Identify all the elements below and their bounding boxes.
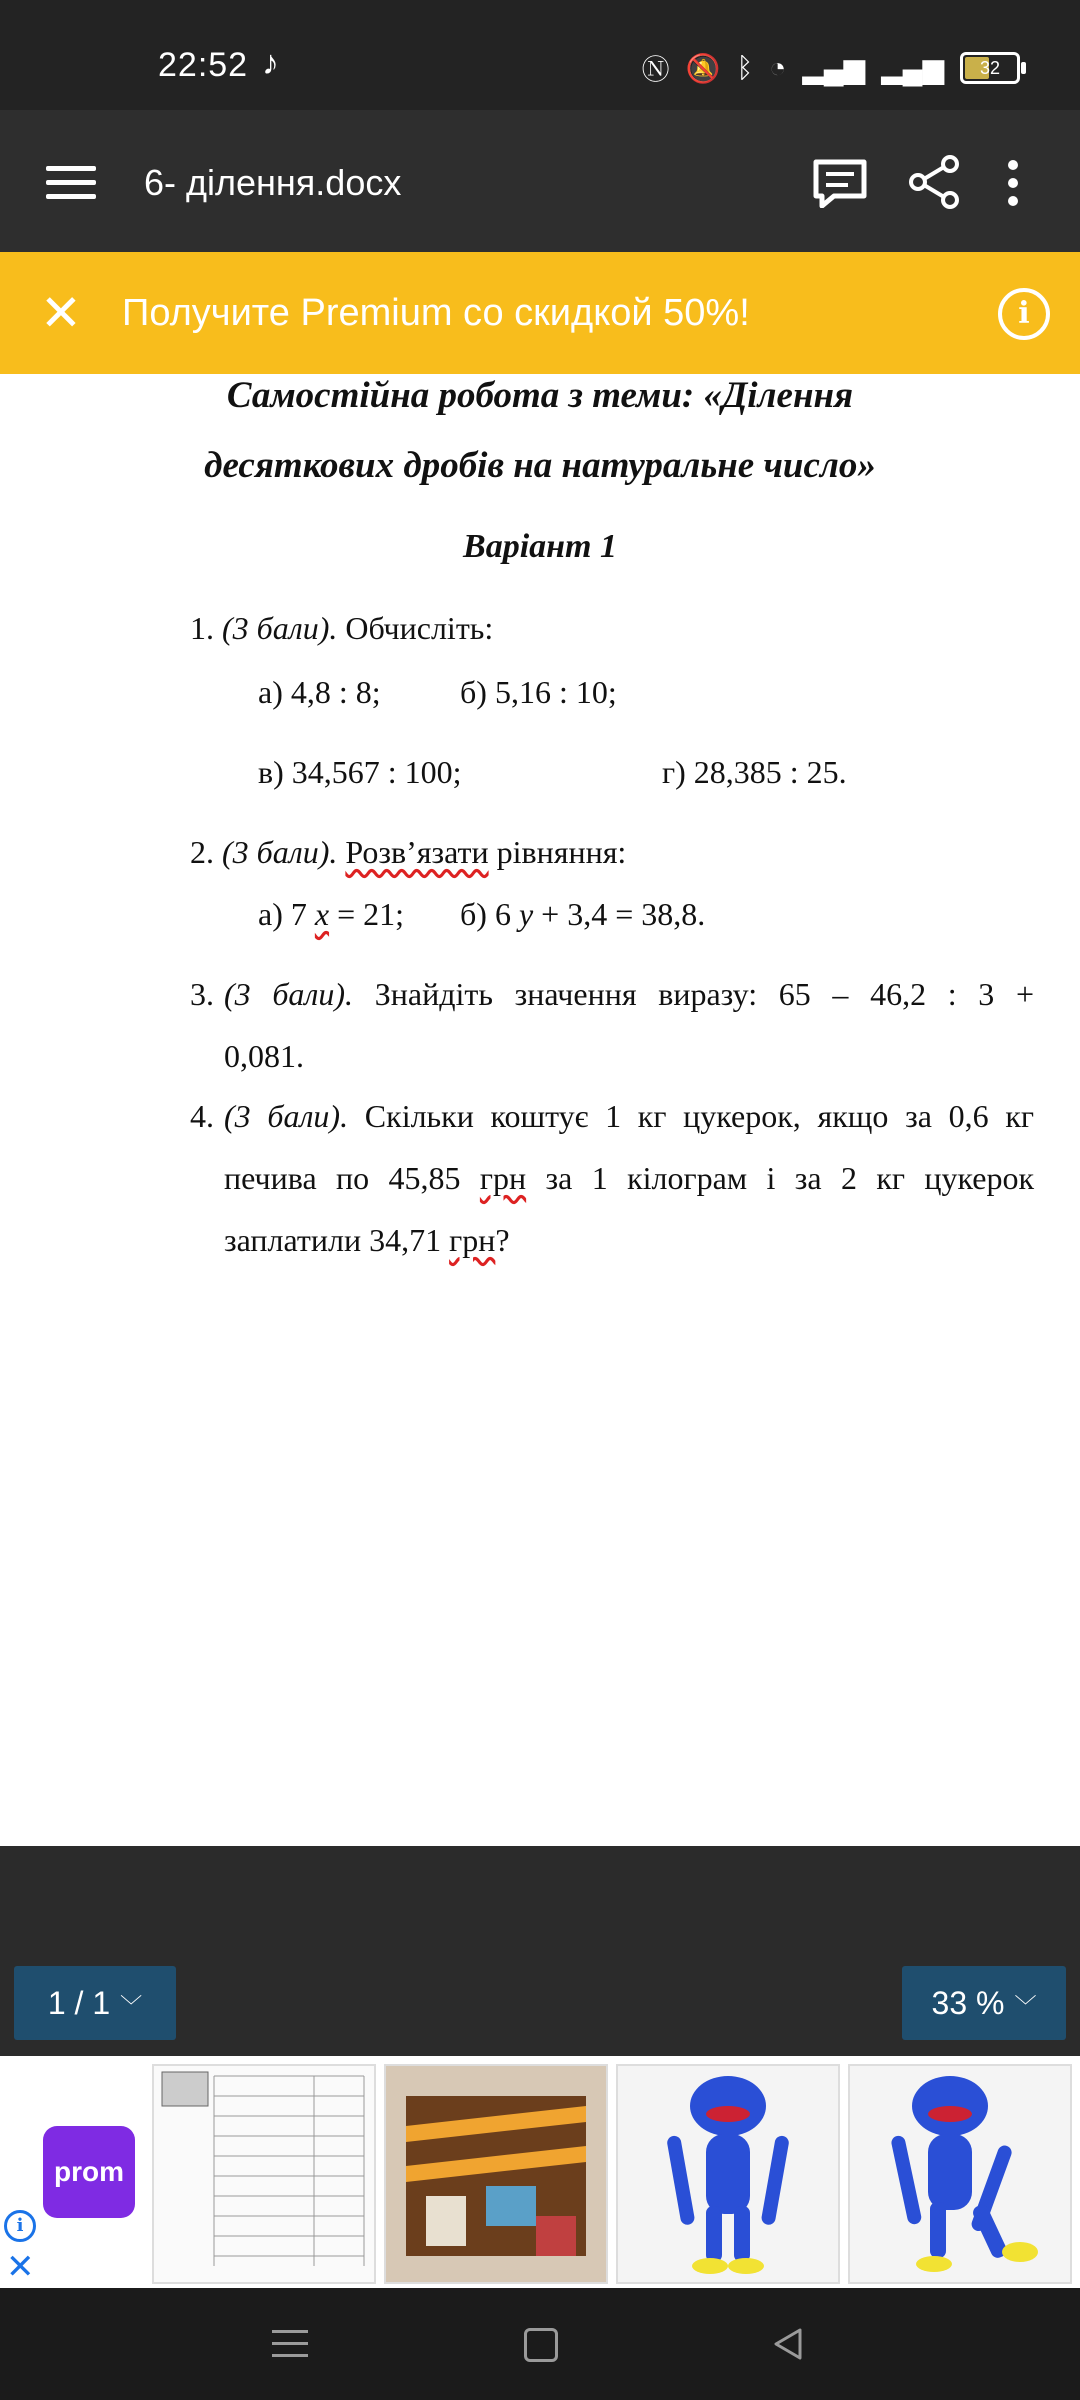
ad-product-image-toy-1[interactable]: [616, 2064, 840, 2284]
bluetooth-icon: ᛒ: [736, 52, 754, 83]
zoom-label: 33 %: [931, 1985, 1005, 2021]
page-indicator-label: 1 / 1: [47, 1985, 111, 2021]
task-2-item-a: [258, 896, 404, 933]
task-text: печива по 45,85: [224, 1160, 480, 1196]
spellcheck-word: грн: [479, 1160, 527, 1196]
task-points: (3 бали).: [222, 834, 338, 870]
equation-variable: x: [314, 896, 330, 932]
task-1-item-c: в) 34,567 : 100;: [258, 754, 462, 790]
comments-icon[interactable]: [812, 158, 868, 208]
task-2-item-b: [460, 896, 705, 933]
task-text: рівняння:: [488, 834, 627, 870]
ad-product-image-table[interactable]: [152, 2064, 376, 2284]
task-2-header: [190, 834, 626, 871]
document-title: 6- ділення.docx: [144, 162, 402, 203]
task-1-item-a: а) 4,8 : 8;: [258, 674, 381, 710]
task-3-line-2: 0,081.: [224, 1038, 304, 1074]
task-text: ?: [495, 1222, 510, 1258]
menu-icon[interactable]: [46, 166, 96, 200]
task-4-number: 4.: [190, 1098, 214, 1134]
zoom-button[interactable]: [902, 1966, 1066, 2040]
equation-part: = 21;: [329, 896, 404, 932]
home-icon[interactable]: [524, 2328, 558, 2362]
task-points: (3 бали).: [224, 976, 354, 1012]
back-icon[interactable]: [770, 2326, 806, 2362]
battery-icon: [960, 52, 1020, 84]
nfc-icon: Ⓝ: [641, 54, 670, 85]
system-navigation-bar: [0, 2288, 1080, 2400]
task-4-line-2: [224, 1160, 1034, 1197]
status-icons: [642, 48, 1020, 88]
task-4-line-3: [224, 1222, 510, 1259]
document-page[interactable]: [0, 374, 1080, 1846]
task-points: (3 бали).: [222, 610, 338, 646]
equation-part: + 3,4 = 38,8.: [533, 896, 706, 932]
ad-close-icon[interactable]: ✕: [6, 2248, 35, 2286]
document-title-line-2: десяткових дробів на натуральне число»: [204, 445, 876, 486]
share-icon[interactable]: [906, 154, 962, 210]
music-note-icon: ♪: [262, 44, 279, 82]
task-text: заплатили 34,71: [224, 1222, 450, 1258]
chevron-down-icon: ﹀: [120, 1994, 143, 2019]
signal-icon-1: ▂▄▆: [802, 52, 866, 84]
mute-icon: 🔕: [685, 52, 721, 84]
task-4-line-1: [224, 1098, 1034, 1135]
task-points: (3 бали).: [224, 1098, 349, 1134]
variant-heading: Варіант 1: [463, 528, 617, 565]
task-text: Знайдіть значення виразу: 65 – 46,2 : 3 +: [374, 976, 1035, 1012]
status-bar: [0, 0, 1080, 110]
close-icon[interactable]: ✕: [40, 285, 82, 341]
task-number: 2.: [190, 834, 214, 870]
task-number: 1.: [190, 610, 214, 646]
recent-apps-icon[interactable]: [272, 2330, 308, 2366]
status-time: 22:52: [158, 46, 249, 84]
wifi-icon: ◔: [769, 52, 787, 83]
spellcheck-word: грн: [449, 1222, 496, 1258]
task-text: Скільки коштує 1 кг цукерок, якщо за 0,6 кг: [364, 1098, 1035, 1134]
ad-product-image-box[interactable]: [384, 2064, 608, 2284]
ad-banner[interactable]: [0, 2056, 1080, 2288]
more-options-icon[interactable]: [1006, 160, 1020, 206]
ad-product-image-toy-2[interactable]: [848, 2064, 1072, 2284]
signal-icon-2: ▂▄▆: [881, 52, 944, 84]
equation-variable: y: [518, 896, 534, 932]
task-3-number: 3.: [190, 976, 214, 1012]
info-icon[interactable]: i: [998, 288, 1050, 340]
prom-logo[interactable]: prom: [43, 2126, 135, 2218]
premium-banner-text[interactable]: Получите Premium со скидкой 50%!: [122, 292, 750, 334]
battery-level: 32: [979, 58, 1001, 78]
task-3-line-1: [224, 976, 1034, 1013]
task-1-header: [190, 610, 493, 647]
task-text: Обчисліть:: [337, 610, 494, 646]
equation-part: б) 6: [460, 896, 519, 932]
task-text: за 1 кілограм і за 2 кг цукерок: [526, 1160, 1034, 1196]
task-1-item-b: б) 5,16 : 10;: [460, 674, 617, 710]
chevron-down-icon: ﹀: [1014, 1994, 1037, 2019]
document-title-line-1: Самостійна робота з теми: «Ділення: [226, 375, 854, 416]
spellcheck-word: Розв’язати: [345, 834, 489, 870]
page-indicator-button[interactable]: [14, 1966, 176, 2040]
premium-banner[interactable]: [0, 252, 1080, 374]
app-bar: [0, 110, 1080, 252]
ad-info-icon[interactable]: i: [4, 2210, 36, 2242]
task-1-item-d: г) 28,385 : 25.: [662, 754, 847, 790]
equation-part: а) 7: [258, 896, 315, 932]
